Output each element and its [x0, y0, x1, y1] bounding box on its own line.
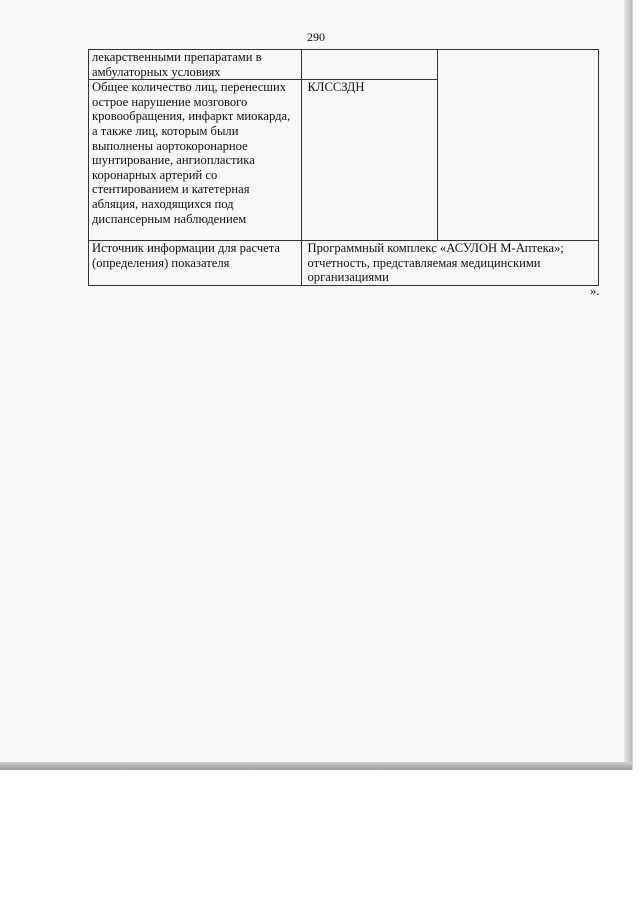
table-cell	[301, 50, 438, 80]
table-cell-empty	[438, 50, 599, 241]
table-cell: КЛССЗДН	[301, 80, 438, 241]
scan-edge	[624, 0, 632, 770]
table-row	[89, 50, 599, 80]
table-cell: лекарственными препаратами в амбулаторных условиях	[89, 50, 302, 80]
table-row	[89, 241, 599, 286]
indicator-table	[88, 49, 599, 286]
source-value-cell: Программный комплекс «АСУЛОН М-Аптека»; отчетность, представляемая медицинскими организациями	[301, 241, 599, 286]
closing-quote: ».	[590, 284, 600, 298]
source-label-cell: Источник информации для расчета (определения) показателя	[89, 241, 302, 286]
page-number: 290	[307, 30, 325, 44]
blank-background	[0, 770, 640, 905]
table-cell: Общее количество лиц, перенесших острое нарушение мозгового кровообращения, инфаркт миокарда, а также лиц, которым были выполнены аортокоронарное шунтирование, ангиопластика коронарных артерий со стентированием и катетерная абляция, находящихся под диспансерным наблюдением	[89, 80, 302, 241]
